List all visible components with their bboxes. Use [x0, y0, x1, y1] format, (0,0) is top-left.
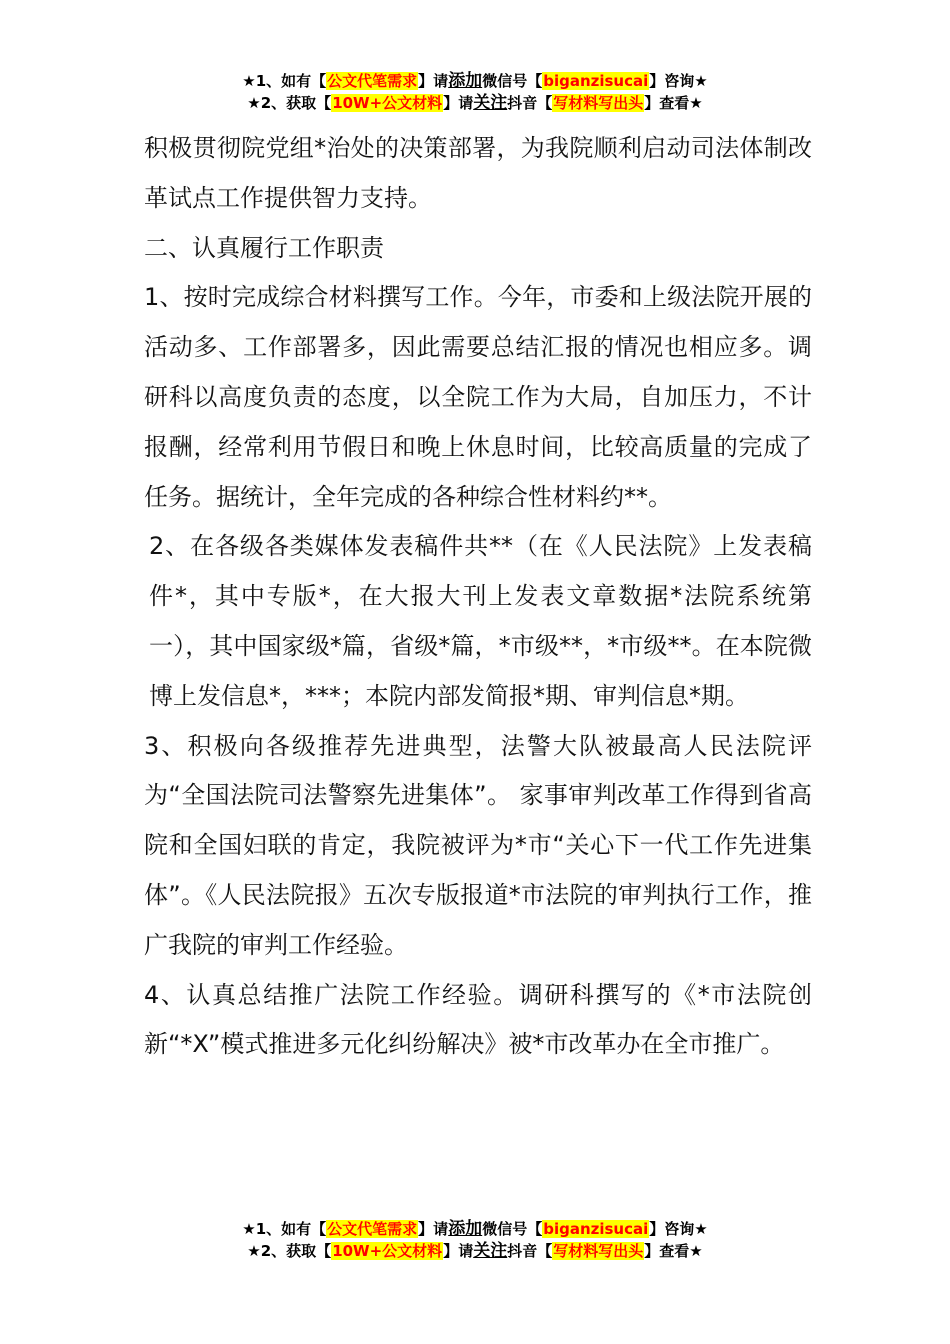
banner-text: 抖音【	[507, 1242, 553, 1260]
banner-line-2	[0, 1240, 950, 1262]
banner-text: 微信号【	[482, 72, 543, 90]
banner-highlight: 公文代笔需求	[327, 1220, 418, 1238]
banner-highlight: 写材料写出头	[553, 94, 644, 112]
banner-text: 】请	[443, 1242, 474, 1260]
banner-text: ★2、获取【	[247, 1242, 332, 1260]
paragraph-item-1: 1、按时完成综合材料撰写工作。今年，市委和上级法院开展的活动多、工作部署多，因此需要总结汇报的情况也相应多。调研科以高度负责的态度，以全院工作为大局，自加压力，不计报酬，经常利用节假日和晚上休息时间，比较高质量的完成了任务。据统计，全年完成的各种综合性材料约**。	[144, 283, 812, 511]
banner-highlight: 10W+公文材料	[332, 94, 443, 112]
banner-text: 】查看★	[644, 94, 703, 112]
banner-underlined-text: 添加	[448, 71, 483, 91]
banner-text: 】咨询★	[649, 72, 708, 90]
header-banner	[0, 70, 950, 114]
banner-text: 微信号【	[482, 1220, 543, 1238]
paragraph-continuation: 积极贯彻院党组*治处的决策部署，为我院顺利启动司法体制改革试点工作提供智力支持。	[144, 134, 812, 212]
banner-text: 】请	[418, 72, 449, 90]
paragraph-item-2: 2、在各级各类媒体发表稿件共**（在《人民法院》上发表稿件*，其中专版*，在大报大刊上发表文章数据*法院系统第一），其中国家级*篇，省级*篇，*市级**，*市级**。在本院微博上发信息*，***；本院内部发简报*期、审判信息*期。	[149, 532, 812, 710]
banner-text: 】查看★	[644, 1242, 703, 1260]
banner-highlight: 写材料写出头	[553, 1242, 644, 1260]
banner-underlined-text: 关注	[473, 93, 508, 113]
paragraph-item-4: 4、认真总结推广法院工作经验。调研科撰写的《*市法院创新“*X”模式推进多元化纠纷解决》被*市改革办在全市推广。	[144, 980, 812, 1059]
banner-text: 】咨询★	[649, 1220, 708, 1238]
banner-text: ★1、如有【	[242, 72, 327, 90]
section-heading: 二、认真履行工作职责	[144, 233, 384, 262]
banner-line-2	[0, 92, 950, 114]
banner-underlined-text: 关注	[473, 1241, 508, 1261]
banner-line-1	[0, 70, 950, 92]
footer-banner	[0, 1218, 950, 1262]
paragraph-item-3: 3、积极向各级推荐先进典型，法警大队被最高人民法院评为“全国法院司法警察先进集体”。 家事审判改革工作得到省高院和全国妇联的肯定，我院被评为*市“关心下一代工作先进集体”。《人民法院报》五次专版报道*市法院的审判执行工作，推广我院的审判工作经验。	[144, 731, 812, 959]
banner-text: ★2、获取【	[247, 94, 332, 112]
banner-text: 】请	[443, 94, 474, 112]
banner-highlight: biganzisucai	[543, 1220, 649, 1238]
banner-text: 抖音【	[507, 94, 553, 112]
document-body	[144, 124, 812, 1070]
banner-line-1	[0, 1218, 950, 1240]
banner-underlined-text: 添加	[448, 1219, 483, 1239]
banner-highlight: 10W+公文材料	[332, 1242, 443, 1260]
banner-text: 】请	[418, 1220, 449, 1238]
banner-text: ★1、如有【	[242, 1220, 327, 1238]
banner-highlight: biganzisucai	[543, 72, 649, 90]
banner-highlight: 公文代笔需求	[327, 72, 418, 90]
